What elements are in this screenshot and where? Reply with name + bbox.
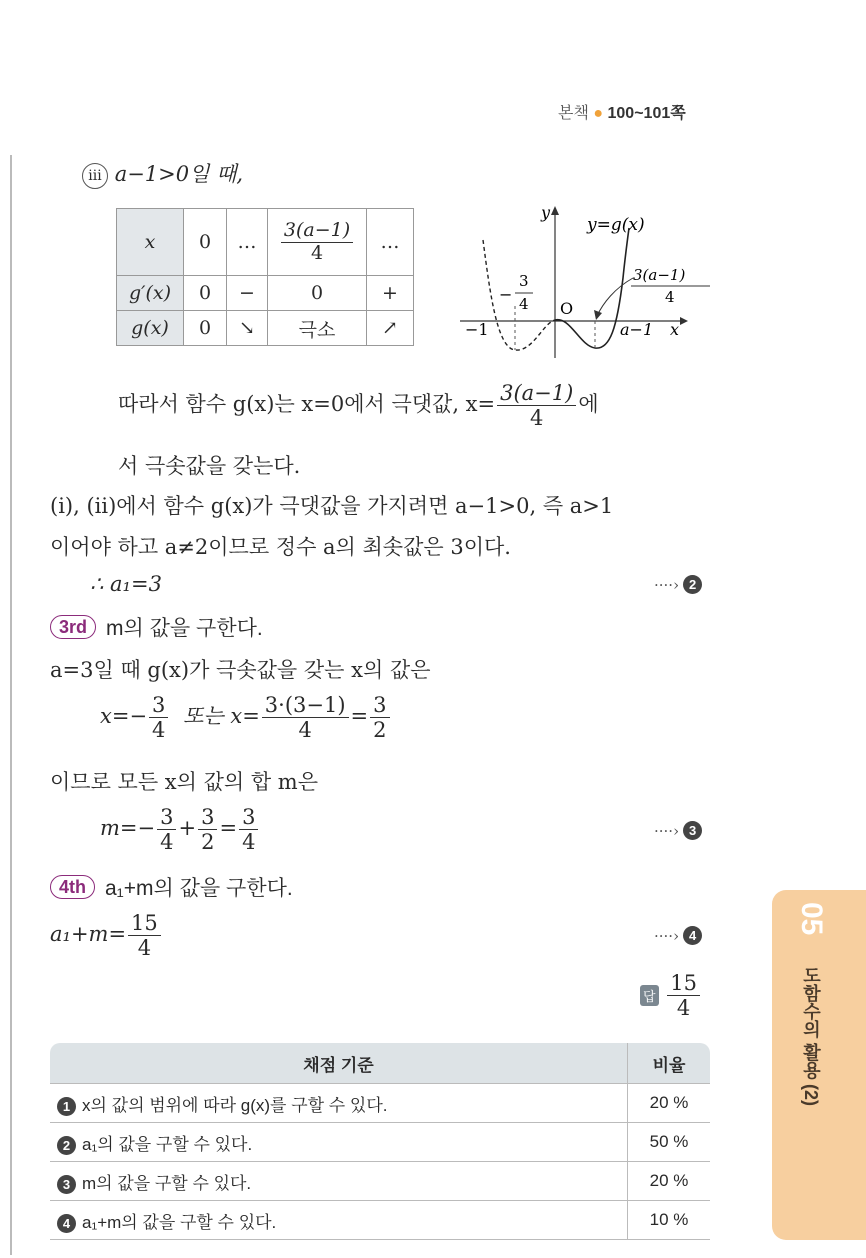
s4-num: 15 xyxy=(128,912,161,936)
conclusion-line-1 xyxy=(118,382,599,429)
grading-criterion-4: a₁+m의 값을 구할 수 있다. xyxy=(82,1212,277,1232)
page-header xyxy=(558,100,686,123)
cell-gp-1: − xyxy=(227,276,268,311)
pointer-arrowhead-icon xyxy=(594,310,602,320)
s3-f3-num: 3 xyxy=(370,694,389,718)
step3-line-3: 이므로 모든 x의 값의 합 m은 xyxy=(50,770,318,794)
step4-tag: 4th xyxy=(50,875,95,899)
x-axis-arrow-icon xyxy=(680,317,688,325)
s3-f2-num: 3·(3−1) xyxy=(262,694,349,718)
neg-one-label: −1 xyxy=(465,320,489,339)
function-graph xyxy=(455,198,720,363)
grading-criterion-1: x의 값의 범위에 따라 g(x)를 구할 수 있다. xyxy=(82,1095,388,1115)
marker-arrow: ····› xyxy=(654,821,680,840)
page-range: 100~101쪽 xyxy=(607,105,686,122)
sign-table-row-gprime xyxy=(117,276,414,311)
header-dot: ● xyxy=(593,105,604,122)
marker-4 xyxy=(654,926,702,945)
cell-x-header: x xyxy=(117,209,184,276)
s3-eq-a: x=− xyxy=(100,704,148,729)
grading-table xyxy=(50,1043,710,1240)
cell-gp-2: 0 xyxy=(268,276,367,311)
marker-badge-4: 4 xyxy=(683,926,702,945)
combine-line-2: 이어야 하고 a≠2이므로 정수 a의 최솟값은 3이다. xyxy=(50,535,511,559)
a1-result: ∴ a₁=3 xyxy=(90,572,162,596)
marker-badge-3: 3 xyxy=(683,821,702,840)
m-f3-num: 3 xyxy=(239,806,258,830)
case3-badge: ⅲ xyxy=(82,163,108,189)
curve-label: y=g(x) xyxy=(587,215,645,235)
neg-frac-num: 3 xyxy=(519,272,529,290)
crit-den: 4 xyxy=(310,241,324,264)
cell-g-1: ↘ xyxy=(227,311,268,346)
y-axis-arrow-icon xyxy=(551,206,559,215)
answer-num: 15 xyxy=(667,972,700,996)
answer-den: 4 xyxy=(676,996,691,1021)
s4-eq: a₁+m= xyxy=(50,922,127,947)
chapter-title: 도함수의 활용 (2) xyxy=(801,966,821,1107)
step4-equation xyxy=(50,912,163,959)
grading-row xyxy=(50,1162,710,1201)
cell-gp-0: 0 xyxy=(184,276,227,311)
grading-badge-4: 4 xyxy=(57,1214,76,1233)
conclusion-num: 3(a−1) xyxy=(497,382,576,406)
grading-header-criteria: 채점 기준 xyxy=(50,1043,628,1084)
cell-x-dots1: … xyxy=(227,209,268,276)
grading-rate-3: 20 % xyxy=(628,1162,711,1201)
case3-condition: a−1>0일 때, xyxy=(114,162,244,186)
cell-x-0: 0 xyxy=(184,209,227,276)
conclusion-line-2: 서 극솟값을 갖는다. xyxy=(118,454,301,478)
grading-row xyxy=(50,1084,710,1123)
step3-equation: x=− $\frac{3}{4}$ 또는 x= $\frac{3\cdot(3-1)}{4}$ = $\frac{3}{2}$ xyxy=(100,694,392,741)
cell-g-2: 극소 xyxy=(268,311,367,346)
cell-x-dots2: … xyxy=(367,209,414,276)
m-f3-den: 4 xyxy=(242,830,256,855)
grading-header-rate: 비율 xyxy=(628,1043,711,1084)
grading-badge-1: 1 xyxy=(57,1097,76,1116)
book-label: 본책 xyxy=(558,105,589,122)
grading-badge-3: 3 xyxy=(57,1175,76,1194)
pos-frac-num: 3(a−1) xyxy=(633,266,686,284)
neg-frac-den: 4 xyxy=(519,295,529,313)
s3-f3-den: 2 xyxy=(373,718,387,743)
conclusion-text-b: 에 xyxy=(578,392,599,417)
m-equation: m=− $\frac{3}{4}$ + $\frac{3}{2}$ = $\frac{3}{4}$ xyxy=(100,806,260,853)
grading-badge-2: 2 xyxy=(57,1136,76,1155)
chapter-side-tab xyxy=(772,890,866,1240)
grading-rate-4: 10 % xyxy=(628,1201,711,1240)
grading-header-row xyxy=(50,1043,710,1084)
answer-icon: 답 xyxy=(640,985,659,1006)
step3-title: m의 값을 구한다. xyxy=(106,617,263,640)
cell-gp-3: + xyxy=(367,276,414,311)
grading-row xyxy=(50,1123,710,1162)
cell-g-header: g(x) xyxy=(117,311,184,346)
s4-den: 4 xyxy=(137,936,152,961)
s3-f1-num: 3 xyxy=(149,694,168,718)
a-minus-1-label: a−1 xyxy=(620,320,654,339)
cell-g-0: 0 xyxy=(184,311,227,346)
y-axis-label: y xyxy=(541,203,551,222)
conclusion-text-a: 따라서 함수 g(x)는 x=0에서 극댓값, x= xyxy=(118,392,496,417)
cell-x-crit xyxy=(268,209,367,276)
sign-table xyxy=(116,208,414,346)
marker-arrow: ····› xyxy=(654,575,680,594)
left-margin-rule xyxy=(10,155,12,1255)
m-eq-a: m=− xyxy=(100,816,156,841)
combine-line-1: (ⅰ), (ⅱ)에서 함수 g(x)가 극댓값을 가지려면 a−1>0, 즉 a>1 xyxy=(50,494,614,518)
grading-rate-1: 20 % xyxy=(628,1084,711,1123)
sign-table-row-g xyxy=(117,311,414,346)
answer xyxy=(640,972,702,1019)
s3-f1-den: 4 xyxy=(152,718,166,743)
grading-row xyxy=(50,1201,710,1240)
m-f2-den: 2 xyxy=(201,830,215,855)
m-f1-den: 4 xyxy=(160,830,174,855)
grading-criterion-3: m의 값을 구할 수 있다. xyxy=(82,1173,252,1193)
origin-label: O xyxy=(560,299,574,318)
x-axis-label: x xyxy=(670,320,680,339)
step3-heading xyxy=(50,612,263,642)
step4-title: a₁+m의 값을 구한다. xyxy=(105,877,293,900)
marker-2 xyxy=(654,575,702,594)
m-f1-num: 3 xyxy=(157,806,176,830)
marker-badge-2: 2 xyxy=(683,575,702,594)
s3-f2-den: 4 xyxy=(298,718,312,743)
m-f2-num: 3 xyxy=(198,806,217,830)
marker-3 xyxy=(654,821,702,840)
crit-num: 3(a−1) xyxy=(281,221,353,243)
step3-tag: 3rd xyxy=(50,615,96,639)
sign-table-row-x xyxy=(117,209,414,276)
grading-criterion-2: a₁의 값을 구할 수 있다. xyxy=(82,1134,253,1154)
chapter-number: 05 xyxy=(795,902,828,936)
cell-g-3: ↗ xyxy=(367,311,414,346)
neg-sign-label: − xyxy=(499,285,513,304)
conclusion-den: 4 xyxy=(530,406,544,431)
s3-eq-b: 또는 x= xyxy=(183,704,260,729)
grading-rate-2: 50 % xyxy=(628,1123,711,1162)
cell-gp-header: g′(x) xyxy=(117,276,184,311)
pos-frac-den: 4 xyxy=(665,288,675,306)
step3-line-1: a=3일 때 g(x)가 극솟값을 갖는 x의 값은 xyxy=(50,658,431,682)
pointer-arrow xyxy=(597,278,633,316)
step4-heading xyxy=(50,872,293,902)
case3-heading xyxy=(82,158,243,189)
marker-arrow: ····› xyxy=(654,926,680,945)
